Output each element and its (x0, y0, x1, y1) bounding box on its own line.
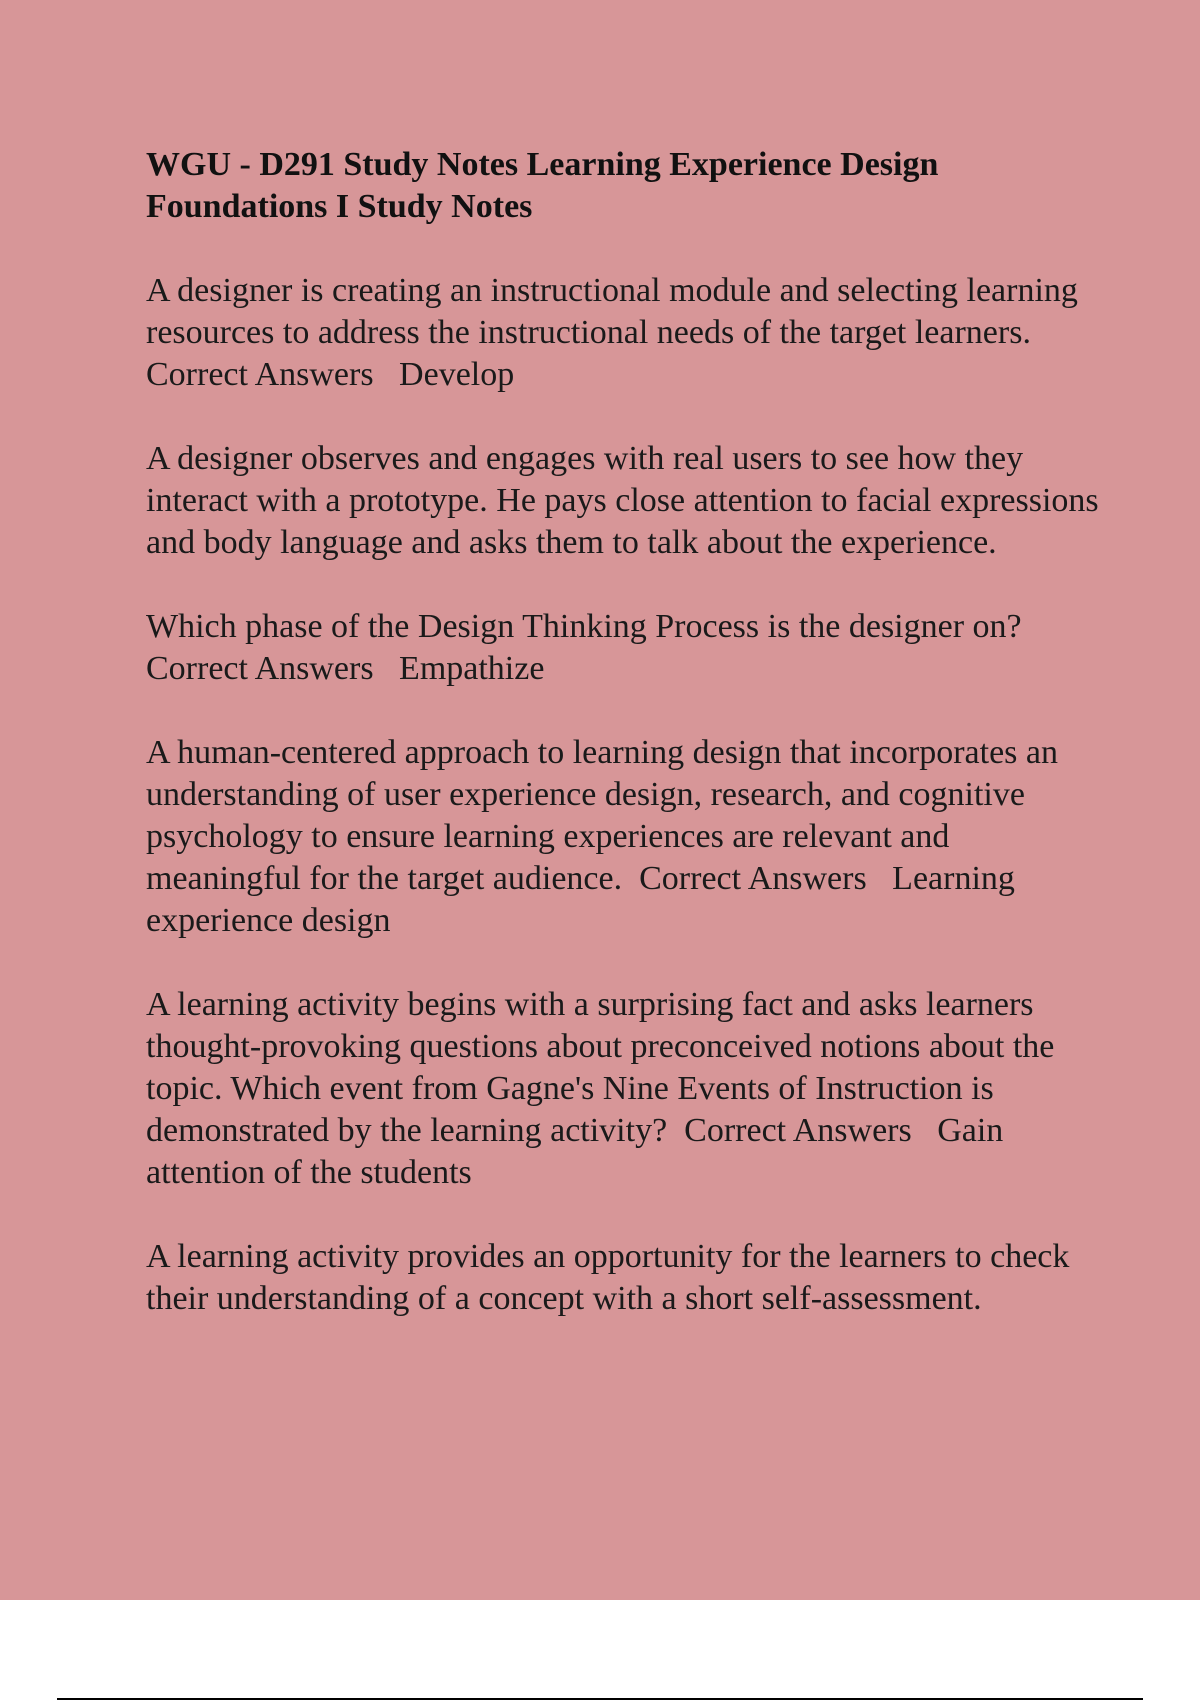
paragraph-design-thinking-phase: Which phase of the Design Thinking Process is the designer on? Correct Answers Empathize (146, 608, 1039, 687)
document-title: WGU - D291 Study Notes Learning Experience Design Foundations I Study Notes (146, 146, 939, 225)
paragraph-observes-users: A designer observes and engages with real users to see how they interact with a prototype. He pays close attention to facial expressions and body language and asks them to talk about the experience. (146, 440, 1108, 561)
paragraph-self-assessment: A learning activity provides an opportunity for the learners to check their understanding of a concept with a short self-assessment. (146, 1238, 1078, 1317)
paragraph-human-centered: A human-centered approach to learning design that incorporates an understanding of user experience design, research, and cognitive psychology to ensure learning experiences are relevant and meaningful for the target audience. Correct Answers Learning experience design (146, 734, 1067, 939)
paragraph-gagne-events: A learning activity begins with a surprising fact and asks learners thought-provoking questions about preconceived notions about the topic. Which event from Gagne's Nine Events of Instruction is demonstrated by the learning activity? Correct Answers Gain attention of the students (146, 986, 1063, 1191)
text-block (146, 144, 1106, 1362)
paragraph-develop: A designer is creating an instructional module and selecting learning resources to address the instructional needs of the target learners. Correct Answers Develop (146, 272, 1087, 393)
